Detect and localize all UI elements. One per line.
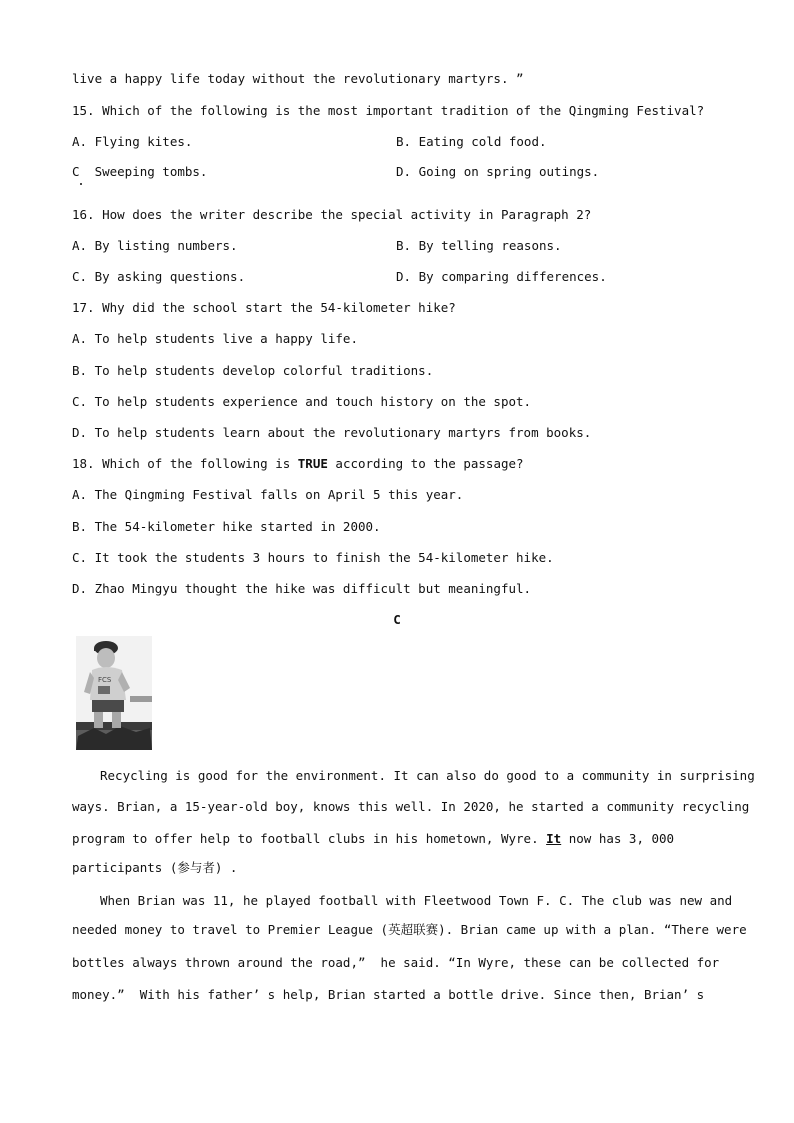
option-16b: B. By telling reasons. [396, 238, 562, 253]
option-18c: C. It took the students 3 hours to finish the 54-kilometer hike. [72, 550, 554, 565]
option-15b: B. Eating cold food. [396, 134, 547, 149]
emphasis-true: TRUE [297, 456, 328, 471]
option-18a: A. The Qingming Festival falls on April 5 this year. [72, 487, 464, 502]
option-16a: A. By listing numbers. [72, 238, 238, 253]
paragraph-2-line-4: money.” With his father’ s help, Brian started a bottle drive. Since then, Brian’ s [72, 987, 705, 1002]
paragraph-1-line-1: Recycling is good for the environment. It can also do good to a community in surprising [100, 768, 755, 783]
question-16: 16. How does the writer describe the special activity in Paragraph 2? [72, 207, 592, 222]
option-18b: B. The 54-kilometer hike started in 2000. [72, 519, 381, 534]
option-17a: A. To help students live a happy life. [72, 331, 358, 346]
paragraph-2-line-2: needed money to travel to Premier League (英超联赛). Brian came up with a plan. “There were [72, 922, 747, 937]
paragraph-1-text-end: now has 3, 000 [561, 831, 675, 846]
option-16d: D. By comparing differences. [396, 269, 607, 284]
stray-dot-mark [80, 183, 82, 185]
svg-text:FCS: FCS [98, 676, 112, 684]
option-15d: D. Going on spring outings. [396, 164, 600, 179]
paragraph-2-line-3: bottles always thrown around the road,” he said. “In Wyre, these can be collected for [72, 955, 720, 970]
paragraph-2-line-1: When Brian was 11, he played football with Fleetwood Town F. C. The club was new and [100, 893, 733, 908]
option-15c: C Sweeping tombs. [72, 164, 208, 179]
option-15a: A. Flying kites. [72, 134, 193, 149]
passage-line: live a happy life today without the revolutionary martyrs. ” [72, 71, 524, 86]
boy-photo-image [76, 636, 152, 750]
boy-photo [76, 636, 152, 750]
paragraph-1-line-2: ways. Brian, a 15-year-old boy, knows this well. In 2020, he started a community recycling [72, 799, 750, 814]
option-17d: D. To help students learn about the revolutionary martyrs from books. [72, 425, 592, 440]
question-18-text: 18. Which of the following is [72, 456, 298, 471]
section-heading: C [393, 612, 401, 627]
question-18 [72, 456, 524, 472]
question-18-text-end: according to the passage? [327, 456, 524, 471]
option-17b: B. To help students develop colorful traditions. [72, 363, 434, 378]
option-16c: C. By asking questions. [72, 269, 246, 284]
paragraph-1-line-4: participants (参与者) . [72, 860, 238, 875]
question-15: 15. Which of the following is the most important tradition of the Qingming Festival? [72, 103, 705, 118]
option-18d: D. Zhao Mingyu thought the hike was difficult but meaningful. [72, 581, 532, 596]
option-17c: C. To help students experience and touch history on the spot. [72, 394, 532, 409]
paragraph-1-line-3 [72, 831, 674, 847]
underlined-word-it: It [546, 831, 562, 846]
paragraph-1-text: program to offer help to football clubs in his hometown, Wyre. [72, 831, 547, 846]
question-17: 17. Why did the school start the 54-kilometer hike? [72, 300, 456, 315]
